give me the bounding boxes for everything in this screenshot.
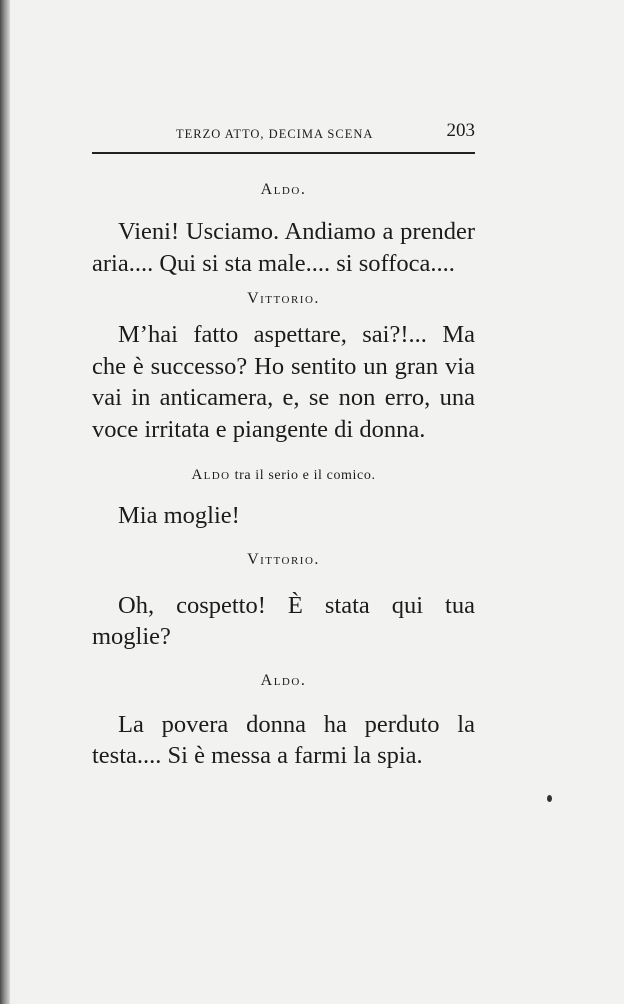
direction-speaker: Aldo	[191, 467, 231, 483]
speaker-name: Vittorio.	[247, 550, 320, 568]
play-text	[92, 180, 475, 772]
header-rule	[92, 152, 475, 154]
page-header	[92, 120, 475, 146]
speaker-name: Vittorio.	[247, 290, 320, 307]
speech: Vieni! Usciamo. Andiamo a prender aria.... Qui si sta male.... si soffoca....	[92, 218, 475, 277]
speech: M’hai fatto aspettare, sai?!... Ma che è successo? Ho sentito un gran via vai in anticamera, e, se non erro, una voce irritata e piangente di donna.	[92, 321, 475, 443]
speaker-name: Aldo.	[260, 181, 307, 198]
speech: Mia moglie!	[118, 502, 240, 529]
running-head: TERZO ATTO, DECIMA SCENA	[176, 127, 374, 141]
speech: Oh, cospetto! È stata qui tua moglie?	[92, 591, 475, 650]
stage-direction	[92, 465, 475, 486]
page-binding-edge	[0, 0, 10, 1004]
page-number: 203	[446, 120, 475, 141]
speech: La povera donna ha perduto la testa.... Si è messa a farmi la spia.	[92, 710, 475, 769]
speaker-name: Aldo.	[260, 671, 307, 689]
direction-text: tra il serio e il comico.	[234, 468, 376, 483]
ink-speck	[547, 795, 552, 802]
